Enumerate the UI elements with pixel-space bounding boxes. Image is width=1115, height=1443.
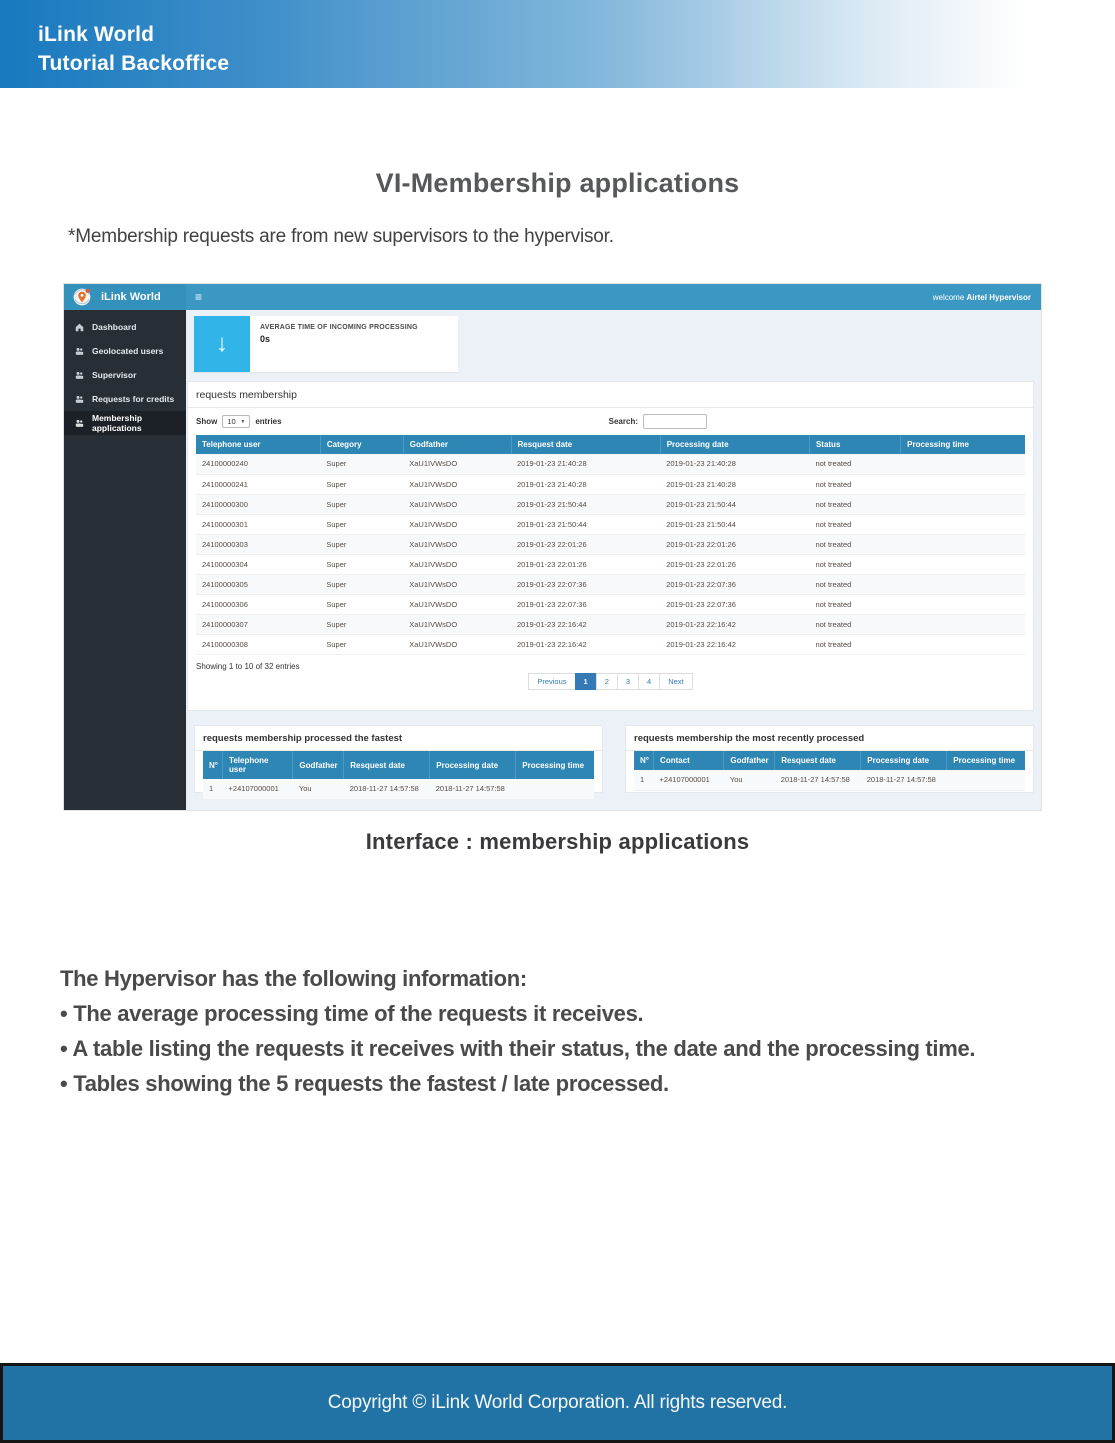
table-row	[196, 614, 1025, 634]
column-header[interactable]: Category	[320, 435, 403, 454]
table-cell: 2019-01-23 21:40:28	[511, 454, 660, 474]
table-cell: XaU1IVWsDO	[403, 474, 511, 494]
fastest-processed-panel	[194, 725, 603, 793]
column-header[interactable]: Telephone user	[223, 751, 293, 779]
column-header[interactable]: Godfather	[293, 751, 344, 779]
pagination-page-3-button[interactable]: 3	[617, 673, 639, 690]
table-cell: XaU1IVWsDO	[403, 534, 511, 554]
table-cell: 2019-01-23 21:50:44	[660, 514, 809, 534]
column-header[interactable]: Processing date	[430, 751, 516, 779]
column-header[interactable]: Processing time	[516, 751, 594, 779]
column-header[interactable]: Processing date	[660, 435, 809, 454]
table-cell: XaU1IVWsDO	[403, 594, 511, 614]
column-header[interactable]: Processing time	[901, 435, 1025, 454]
document-header-text	[0, 0, 1115, 78]
sidebar-item-geolocated-users[interactable]	[64, 339, 186, 363]
table-row	[203, 779, 594, 799]
welcome-text	[933, 293, 1041, 302]
table-cell	[901, 634, 1025, 654]
table-cell	[901, 594, 1025, 614]
column-header[interactable]: Godfather	[403, 435, 511, 454]
app-logo-icon	[73, 288, 91, 306]
table-cell: XaU1IVWsDO	[403, 454, 511, 474]
brand-name: iLink World	[101, 291, 161, 303]
welcome-prefix: welcome	[932, 292, 965, 302]
footer-text: Copyright © iLink World Corporation. All rights reserved.	[327, 1392, 788, 1413]
table-cell	[901, 534, 1025, 554]
sidebar-item-label: Geolocated users	[92, 346, 164, 356]
table-cell: 24100000303	[196, 534, 320, 554]
table-cell: not treated	[809, 594, 900, 614]
app-body	[64, 310, 1041, 810]
table-cell: Super	[320, 494, 403, 514]
table-cell: 2019-01-23 22:16:42	[511, 614, 660, 634]
requests-membership-table	[196, 435, 1025, 655]
table-cell: 2019-01-23 21:40:28	[660, 454, 809, 474]
pagination-page-2-button[interactable]: 2	[596, 673, 618, 690]
table-header-row	[196, 435, 1025, 454]
panel-title: requests membership	[188, 382, 1033, 408]
table-row	[196, 574, 1025, 594]
table-row	[196, 534, 1025, 554]
show-entries-control	[196, 415, 282, 428]
note-text: *Membership requests are from new supervisors to the hypervisor.	[68, 226, 614, 247]
sidebar-item-label: Dashboard	[92, 322, 137, 332]
table-cell: You	[724, 770, 775, 790]
topbar-rest	[186, 284, 1041, 310]
column-header[interactable]: Telephone user	[196, 435, 320, 454]
pagination-previous-button[interactable]: Previous	[528, 673, 575, 690]
table-cell: not treated	[809, 474, 900, 494]
entries-label: entries	[255, 417, 282, 426]
panel-title: requests membership the most recently processed	[626, 726, 1033, 751]
table-cell	[901, 554, 1025, 574]
table-cell	[901, 474, 1025, 494]
table-cell: not treated	[809, 614, 900, 634]
info-bullet-3: • Tables showing the 5 requests the fastest / late processed.	[60, 1071, 669, 1096]
table-cell: Super	[320, 454, 403, 474]
table-cell	[901, 614, 1025, 634]
recently-processed-table	[634, 751, 1025, 791]
table-cell	[901, 514, 1025, 534]
table-cell: 2019-01-23 22:01:26	[660, 534, 809, 554]
table-cell: 24100000301	[196, 514, 320, 534]
table-cell: Super	[320, 474, 403, 494]
table-cell: 24100000300	[196, 494, 320, 514]
table-cell	[516, 779, 594, 799]
table-cell: 2019-01-23 22:01:26	[511, 554, 660, 574]
table-cell: 2018-11-27 14:57:58	[344, 779, 430, 799]
header-line-1: iLink World	[38, 23, 155, 46]
table-cell	[901, 494, 1025, 514]
pagination-page-4-button[interactable]: 4	[638, 673, 660, 690]
users-icon	[75, 395, 84, 404]
table-cell: 2019-01-23 21:50:44	[660, 494, 809, 514]
table-cell: 2019-01-23 21:50:44	[511, 494, 660, 514]
table-cell: You	[293, 779, 344, 799]
table-cell: XaU1IVWsDO	[403, 634, 511, 654]
table-cell: 2019-01-23 22:07:36	[660, 574, 809, 594]
document-footer	[0, 1363, 1115, 1443]
table-cell: XaU1IVWsDO	[403, 614, 511, 634]
table-cell: 24100000305	[196, 574, 320, 594]
down-arrow-icon: ↓	[194, 316, 250, 372]
search-control	[609, 414, 707, 429]
table-cell: Super	[320, 574, 403, 594]
pagination	[196, 673, 1025, 690]
table-cell	[901, 454, 1025, 474]
users-icon	[75, 347, 84, 356]
stat-card	[194, 316, 458, 372]
panel-title: requests membership processed the fastest	[195, 726, 602, 751]
table-controls	[188, 408, 1033, 435]
column-header[interactable]: N°	[203, 751, 223, 779]
table-cell: not treated	[809, 514, 900, 534]
table-cell: Super	[320, 634, 403, 654]
sidebar-item-label: Membership applications	[92, 413, 143, 433]
table-cell: XaU1IVWsDO	[403, 494, 511, 514]
column-header[interactable]: Resquest date	[344, 751, 430, 779]
table-cell: 2018-11-27 14:57:58	[430, 779, 516, 799]
column-header[interactable]: N°	[634, 751, 654, 770]
pagination-page-1-button[interactable]: 1	[575, 673, 597, 690]
hamburger-menu-icon[interactable]: ≡	[195, 290, 203, 304]
column-header[interactable]: Godfather	[724, 751, 775, 770]
table-cell: 2019-01-23 22:16:42	[660, 634, 809, 654]
caret-down-icon: ▼	[240, 418, 246, 425]
pagination-next-button[interactable]: Next	[659, 673, 692, 690]
users-icon	[75, 371, 84, 380]
document-header	[0, 0, 1115, 88]
show-entries-select[interactable]	[222, 415, 250, 428]
table-cell: Super	[320, 534, 403, 554]
fastest-processed-table	[203, 751, 594, 800]
table-cell: not treated	[809, 634, 900, 654]
table-row	[196, 474, 1025, 494]
table-cell: not treated	[809, 494, 900, 514]
table-cell: 2019-01-23 22:16:42	[511, 634, 660, 654]
table-cell: not treated	[809, 574, 900, 594]
column-header[interactable]: Resquest date	[775, 751, 861, 770]
info-bullet-1: • The average processing time of the requests it receives.	[60, 1001, 644, 1026]
table-header-row	[634, 751, 1025, 770]
table-cell: not treated	[809, 534, 900, 554]
table-row	[196, 594, 1025, 614]
column-header[interactable]: Status	[809, 435, 900, 454]
table-footer	[188, 655, 1033, 690]
sidebar-item-dashboard[interactable]	[64, 315, 186, 339]
table-cell: 2018-11-27 14:57:58	[775, 770, 861, 790]
table-cell: 24100000308	[196, 634, 320, 654]
column-header[interactable]: Processing date	[861, 751, 947, 770]
table-cell: 2019-01-23 22:01:26	[511, 534, 660, 554]
stat-card-label: AVERAGE TIME OF INCOMING PROCESSING	[260, 324, 418, 331]
app-topbar	[64, 284, 1041, 310]
table-cell	[947, 770, 1025, 790]
table-cell: 2019-01-23 22:07:36	[511, 574, 660, 594]
table-cell: 24100000304	[196, 554, 320, 574]
table-cell: 24100000240	[196, 454, 320, 474]
search-input[interactable]	[643, 414, 707, 429]
stat-card-body	[250, 316, 428, 372]
app-brand[interactable]	[64, 284, 186, 310]
table-cell: +24107000001	[654, 770, 724, 790]
sidebar-item-supervisor[interactable]	[64, 363, 186, 387]
info-bullet-2: • A table listing the requests it receives with their status, the date and the processing time.	[60, 1036, 976, 1061]
bottom-panels	[194, 725, 1034, 793]
show-entries-value: 10	[227, 417, 236, 426]
sidebar	[64, 310, 186, 810]
table-cell: 2019-01-23 21:40:28	[511, 474, 660, 494]
table-cell: 2019-01-23 22:07:36	[511, 594, 660, 614]
table-cell: XaU1IVWsDO	[403, 554, 511, 574]
info-block	[60, 961, 1115, 1101]
stat-card-value: 0s	[260, 334, 271, 344]
main-content	[186, 310, 1041, 810]
header-line-2: Tutorial Backoffice	[38, 52, 230, 75]
table-row	[196, 554, 1025, 574]
show-label: Show	[196, 417, 218, 426]
column-header[interactable]: Resquest date	[511, 435, 660, 454]
table-cell: Super	[320, 614, 403, 634]
table-cell: not treated	[809, 454, 900, 474]
table-cell: Super	[320, 514, 403, 534]
table-cell: 2019-01-23 22:01:26	[660, 554, 809, 574]
sidebar-item-label: Requests for credits	[92, 394, 175, 404]
sidebar-item-membership-applications[interactable]	[64, 411, 186, 435]
table-header-row	[203, 751, 594, 779]
requests-membership-panel	[187, 381, 1034, 711]
home-icon	[75, 323, 84, 332]
table-cell: 1	[634, 770, 654, 790]
table-cell: 24100000241	[196, 474, 320, 494]
table-cell: 2019-01-23 22:07:36	[660, 594, 809, 614]
table-cell: Super	[320, 594, 403, 614]
app-screenshot	[63, 283, 1042, 811]
column-header[interactable]: Contact	[654, 751, 724, 770]
users-icon	[75, 419, 84, 428]
table-cell: 2018-11-27 14:57:58	[861, 770, 947, 790]
search-label: Search:	[608, 417, 638, 426]
sidebar-item-label: Supervisor	[92, 370, 137, 380]
table-cell: 24100000306	[196, 594, 320, 614]
table-cell: XaU1IVWsDO	[403, 574, 511, 594]
table-cell: Super	[320, 554, 403, 574]
page-title: VI-Membership applications	[375, 168, 740, 198]
table-cell: +24107000001	[223, 779, 293, 799]
table-row	[634, 770, 1025, 790]
table-cell	[901, 574, 1025, 594]
table-cell: 24100000307	[196, 614, 320, 634]
table-cell: 2019-01-23 21:40:28	[660, 474, 809, 494]
figure-caption: Interface : membership applications	[365, 829, 750, 854]
recently-processed-panel	[625, 725, 1034, 793]
table-cell: not treated	[809, 554, 900, 574]
table-row	[196, 494, 1025, 514]
sidebar-item-requests-for-credits[interactable]	[64, 387, 186, 411]
table-row	[196, 454, 1025, 474]
table-cell: 1	[203, 779, 223, 799]
table-cell: 2019-01-23 22:16:42	[660, 614, 809, 634]
showing-entries-text: Showing 1 to 10 of 32 entries	[196, 661, 300, 671]
table-row	[196, 514, 1025, 534]
column-header[interactable]: Processing time	[947, 751, 1025, 770]
info-intro: The Hypervisor has the following information:	[60, 966, 527, 991]
table-cell: XaU1IVWsDO	[403, 514, 511, 534]
table-row	[196, 634, 1025, 654]
table-cell: 2019-01-23 21:50:44	[511, 514, 660, 534]
welcome-user: Airtel Hypervisor	[966, 292, 1031, 302]
